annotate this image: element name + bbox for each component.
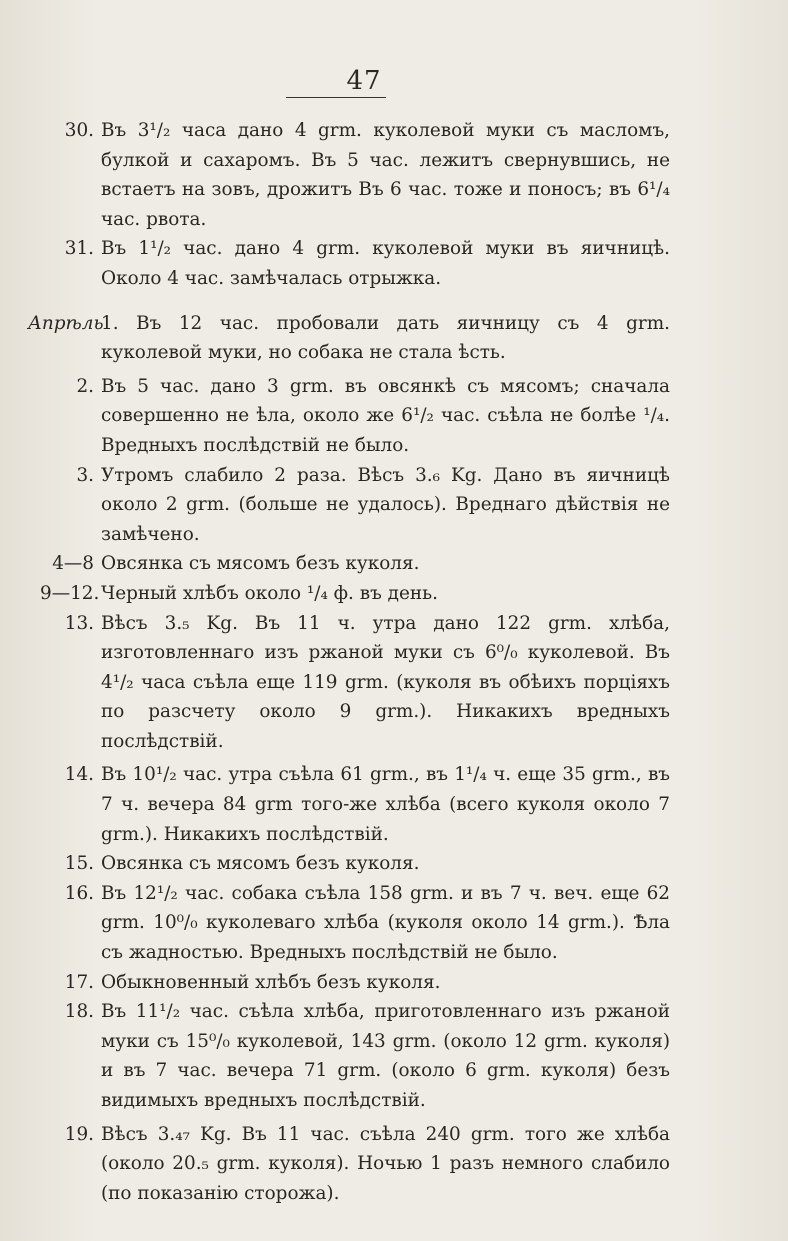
entry-text: Овсянка съ мясомъ безъ куколя. [101, 853, 420, 875]
entry-number: 9—12. [40, 582, 100, 604]
entry-text: Въ 1¹/₂ час. дано 4 grm. куколевой муки въ яичницѣ. Около 4 час. замѣчалась отрыжка. [101, 238, 670, 289]
entry-number: 16. [64, 882, 94, 904]
entry-text: 1. Въ 12 час. пробовали дать яичницу съ 4 grm. куколевой муки, но собака не стала ѣсть. [101, 312, 670, 364]
entry-text: Черный хлѣбъ около ¹/₄ ф. въ день. [101, 582, 438, 604]
entry-april-1 [28, 309, 670, 368]
entry-number: 4—8 [52, 553, 94, 575]
entry-30 [40, 116, 670, 234]
entry-number: 17. [64, 971, 94, 993]
entry-number: 3. [76, 464, 94, 486]
entry-19 [40, 1120, 670, 1209]
entry-text: Овсянка съ мясомъ безъ куколя. [101, 553, 420, 575]
entry-text: Утромъ слабило 2 раза. Вѣсъ 3.₆ Kg. Дано въ яичницѣ около 2 grm. (больше не удалось). Вреднаго дѣйствія не замѣчено. [101, 464, 670, 545]
entry-text: Въ 12¹/₂ час. собака съѣла 158 grm. и въ 7 ч. веч. еще 62 grm. 10⁰/₀ куколеваго хлѣба (куколя около 14 grm.). Ѣла съ жадностью. Вредныхъ послѣдствій не было. [101, 882, 670, 964]
entry-number: 31. [64, 238, 94, 260]
month-label: Апрѣль [28, 312, 104, 334]
entry-18 [40, 997, 670, 1115]
entry-number: 2. [76, 375, 94, 397]
entry-15 [40, 849, 670, 879]
entry-16 [40, 879, 670, 968]
entry-text: Вѣсъ 3.₅ Kg. Въ 11 ч. утра дано 122 grm. хлѣба, изготовленнаго изъ ржаной муки съ 6⁰/₀ куколевой. Въ 4¹/₂ часа съѣла еще 119 grm. (куколя въ обѣихъ порціяхъ по разсчету около 9 grm.). Никакихъ вредныхъ послѣдствій. [101, 612, 670, 752]
entry-text: Въ 5 час. дано 3 grm. въ овсянкѣ съ мясомъ; сначала совершенно не ѣла, около же 6¹/₂ час. съѣла не болѣе ¹/₄. Вредныхъ послѣдствій не было. [101, 375, 670, 456]
entry-number: 15. [64, 853, 94, 875]
entries-list [28, 116, 670, 1208]
entry-17 [40, 968, 670, 998]
entry-9-12 [40, 579, 670, 609]
entry-number: 13. [64, 612, 94, 634]
header-rule [286, 97, 386, 98]
entry-31 [40, 234, 670, 293]
entry-number: 30. [64, 120, 94, 141]
entry-text: Въ 10¹/₂ час. утра съѣла 61 grm., въ 1¹/₄ ч. еще 35 grm., въ 7 ч. вечера 84 grm того-же хлѣба (всего куколя около 7 grm.). Никакихъ послѣдствій. [101, 764, 670, 845]
entry-number: 19. [64, 1123, 94, 1145]
entry-4-8 [40, 549, 670, 579]
entry-number: 18. [64, 1001, 94, 1023]
page-number: 47 [346, 66, 382, 96]
entry-text: Обыкновенный хлѣбъ безъ куколя. [101, 971, 441, 993]
entry-text: Въ 11¹/₂ час. съѣла хлѣба, приготовленнаго изъ ржаной муки съ 15⁰/₀ куколевой, 143 grm. (около 12 grm. куколя) и въ 7 час. вечера 71 grm. (около 6 grm. куколя) безъ видимыхъ вредныхъ послѣдствій. [101, 1001, 670, 1111]
entry-3 [40, 461, 670, 550]
entry-2 [40, 372, 670, 461]
entry-number: 14. [64, 764, 94, 786]
entry-14 [40, 760, 670, 849]
entry-13 [40, 609, 670, 757]
entry-text: Въ 3¹/₂ часа дано 4 grm. куколевой муки съ масломъ, булкой и сахаромъ. Въ 5 час. лежитъ свернувшись, не встаетъ на зовъ, дрожитъ Въ 6 час. тоже и поносъ; въ 6¹/₄ час. рвота. [101, 120, 670, 230]
entry-text: Вѣсъ 3.₄₇ Kg. Въ 11 час. съѣла 240 grm. того же хлѣба (около 20.₅ grm. куколя). Ночью 1 разъ немного слабило (по показанію сторожа). [101, 1123, 670, 1204]
